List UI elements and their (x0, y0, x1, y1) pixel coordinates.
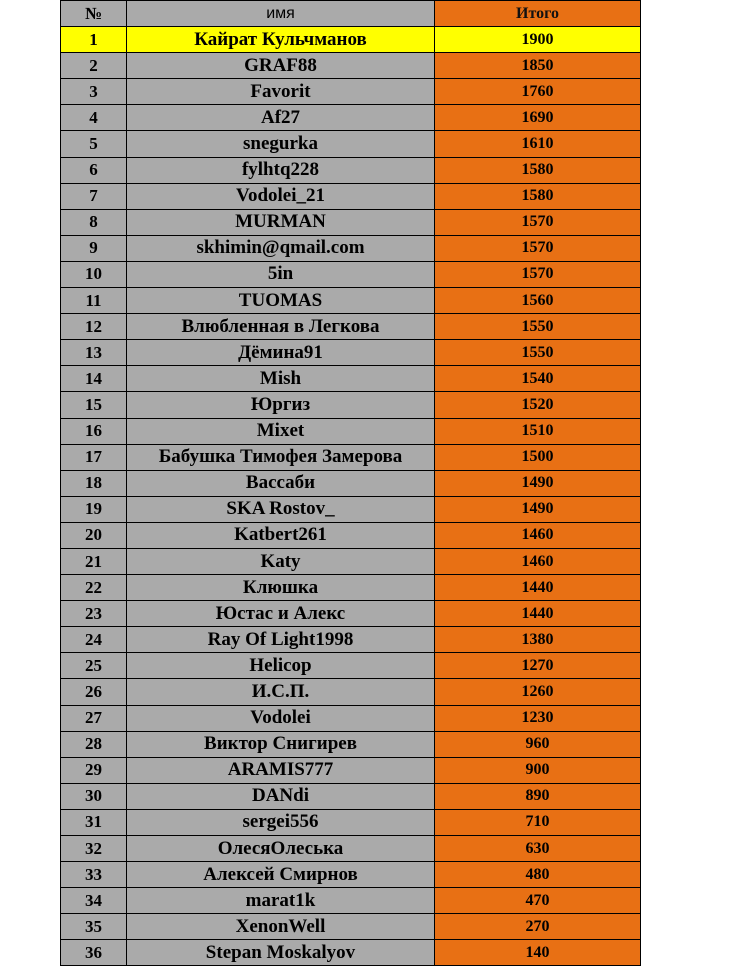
header-number: № (61, 1, 127, 27)
player-name-cell: SKA Rostov_ (127, 496, 435, 522)
total-score-cell: 480 (435, 862, 641, 888)
total-score-cell: 1440 (435, 575, 641, 601)
player-name-cell: ARAMIS777 (127, 757, 435, 783)
player-name-cell: Helicop (127, 653, 435, 679)
rank-cell: 10 (61, 261, 127, 287)
player-name-cell: Mixet (127, 418, 435, 444)
table-row (61, 444, 641, 470)
player-name-cell: Vodolei (127, 705, 435, 731)
rank-cell: 13 (61, 340, 127, 366)
player-name-cell: snegurka (127, 131, 435, 157)
table-row (61, 105, 641, 131)
player-name-cell: Бабушка Тимофея Замерова (127, 444, 435, 470)
rank-cell: 28 (61, 731, 127, 757)
rank-cell: 2 (61, 53, 127, 79)
ranking-table (60, 0, 641, 966)
table-row (61, 653, 641, 679)
rank-cell: 12 (61, 314, 127, 340)
total-score-cell: 1580 (435, 157, 641, 183)
total-score-cell: 1760 (435, 79, 641, 105)
table-row (61, 418, 641, 444)
table-row (61, 940, 641, 966)
rank-cell: 20 (61, 522, 127, 548)
player-name-cell: sergei556 (127, 809, 435, 835)
total-score-cell: 1570 (435, 235, 641, 261)
rank-cell: 18 (61, 470, 127, 496)
rank-cell: 6 (61, 157, 127, 183)
total-score-cell: 1510 (435, 418, 641, 444)
player-name-cell: XenonWell (127, 914, 435, 940)
table-row (61, 27, 641, 53)
rank-cell: 19 (61, 496, 127, 522)
player-name-cell: Vodolei_21 (127, 183, 435, 209)
rank-cell: 1 (61, 27, 127, 53)
rank-cell: 34 (61, 888, 127, 914)
player-name-cell: Юстас и Алекс (127, 601, 435, 627)
table-row (61, 731, 641, 757)
player-name-cell: MURMAN (127, 209, 435, 235)
total-score-cell: 1570 (435, 209, 641, 235)
player-name-cell: Favorit (127, 79, 435, 105)
table-row (61, 914, 641, 940)
total-score-cell: 1440 (435, 601, 641, 627)
total-score-cell: 1550 (435, 314, 641, 340)
player-name-cell: Клюшка (127, 575, 435, 601)
player-name-cell: ОлесяОлеська (127, 836, 435, 862)
total-score-cell: 1580 (435, 183, 641, 209)
player-name-cell: TUOMAS (127, 288, 435, 314)
player-name-cell: 5in (127, 261, 435, 287)
rank-cell: 33 (61, 862, 127, 888)
total-score-cell: 1460 (435, 522, 641, 548)
player-name-cell: Влюбленная в Легкова (127, 314, 435, 340)
table-row (61, 548, 641, 574)
table-row (61, 183, 641, 209)
rank-cell: 32 (61, 836, 127, 862)
rank-cell: 35 (61, 914, 127, 940)
rank-cell: 17 (61, 444, 127, 470)
table-row (61, 470, 641, 496)
table-row (61, 53, 641, 79)
rank-cell: 36 (61, 940, 127, 966)
total-score-cell: 900 (435, 757, 641, 783)
table-row (61, 79, 641, 105)
table-row (61, 340, 641, 366)
total-score-cell: 1270 (435, 653, 641, 679)
total-score-cell: 1490 (435, 496, 641, 522)
player-name-cell: Виктор Снигирев (127, 731, 435, 757)
player-name-cell: Katbert261 (127, 522, 435, 548)
table-row (61, 627, 641, 653)
table-row (61, 836, 641, 862)
rank-cell: 4 (61, 105, 127, 131)
player-name-cell: Ray Of Light1998 (127, 627, 435, 653)
rank-cell: 9 (61, 235, 127, 261)
player-name-cell: Stepan Moskalyov (127, 940, 435, 966)
player-name-cell: skhimin@qmail.com (127, 235, 435, 261)
header-name: имя (127, 1, 435, 27)
player-name-cell: Af27 (127, 105, 435, 131)
table-row (61, 705, 641, 731)
table-row (61, 757, 641, 783)
total-score-cell: 1260 (435, 679, 641, 705)
table-row (61, 809, 641, 835)
player-name-cell: Юргиз (127, 392, 435, 418)
total-score-cell: 1520 (435, 392, 641, 418)
player-name-cell: GRAF88 (127, 53, 435, 79)
table-body (61, 27, 641, 966)
table-row (61, 314, 641, 340)
total-score-cell: 1900 (435, 27, 641, 53)
header-row (61, 1, 641, 27)
player-name-cell: Кайрат Кульчманов (127, 27, 435, 53)
total-score-cell: 960 (435, 731, 641, 757)
rank-cell: 21 (61, 548, 127, 574)
player-name-cell: marat1k (127, 888, 435, 914)
rank-cell: 25 (61, 653, 127, 679)
player-name-cell: Дёмина91 (127, 340, 435, 366)
table-row (61, 862, 641, 888)
total-score-cell: 140 (435, 940, 641, 966)
player-name-cell: Вассаби (127, 470, 435, 496)
rank-cell: 14 (61, 366, 127, 392)
player-name-cell: Алексей Смирнов (127, 862, 435, 888)
total-score-cell: 890 (435, 783, 641, 809)
rank-cell: 31 (61, 809, 127, 835)
total-score-cell: 1560 (435, 288, 641, 314)
total-score-cell: 270 (435, 914, 641, 940)
total-score-cell: 470 (435, 888, 641, 914)
table-row (61, 522, 641, 548)
rank-cell: 24 (61, 627, 127, 653)
player-name-cell: Katy (127, 548, 435, 574)
table-row (61, 209, 641, 235)
table-row (61, 601, 641, 627)
player-name-cell: И.С.П. (127, 679, 435, 705)
player-name-cell: DANdi (127, 783, 435, 809)
table-row (61, 366, 641, 392)
ranking-table-container (60, 0, 641, 966)
total-score-cell: 710 (435, 809, 641, 835)
total-score-cell: 1550 (435, 340, 641, 366)
total-score-cell: 1230 (435, 705, 641, 731)
rank-cell: 22 (61, 575, 127, 601)
table-row (61, 157, 641, 183)
total-score-cell: 1540 (435, 366, 641, 392)
table-header (61, 1, 641, 27)
table-row (61, 131, 641, 157)
table-row (61, 288, 641, 314)
total-score-cell: 1610 (435, 131, 641, 157)
rank-cell: 29 (61, 757, 127, 783)
rank-cell: 15 (61, 392, 127, 418)
rank-cell: 7 (61, 183, 127, 209)
table-row (61, 235, 641, 261)
header-total: Итого (435, 1, 641, 27)
rank-cell: 8 (61, 209, 127, 235)
rank-cell: 26 (61, 679, 127, 705)
table-row (61, 496, 641, 522)
rank-cell: 30 (61, 783, 127, 809)
table-row (61, 888, 641, 914)
total-score-cell: 1490 (435, 470, 641, 496)
rank-cell: 16 (61, 418, 127, 444)
rank-cell: 27 (61, 705, 127, 731)
table-row (61, 679, 641, 705)
player-name-cell: fylhtq228 (127, 157, 435, 183)
table-row (61, 261, 641, 287)
total-score-cell: 1380 (435, 627, 641, 653)
table-row (61, 392, 641, 418)
total-score-cell: 1460 (435, 548, 641, 574)
total-score-cell: 1500 (435, 444, 641, 470)
rank-cell: 5 (61, 131, 127, 157)
total-score-cell: 1690 (435, 105, 641, 131)
total-score-cell: 1850 (435, 53, 641, 79)
player-name-cell: Mish (127, 366, 435, 392)
table-row (61, 575, 641, 601)
rank-cell: 11 (61, 288, 127, 314)
total-score-cell: 630 (435, 836, 641, 862)
rank-cell: 23 (61, 601, 127, 627)
table-row (61, 783, 641, 809)
rank-cell: 3 (61, 79, 127, 105)
total-score-cell: 1570 (435, 261, 641, 287)
